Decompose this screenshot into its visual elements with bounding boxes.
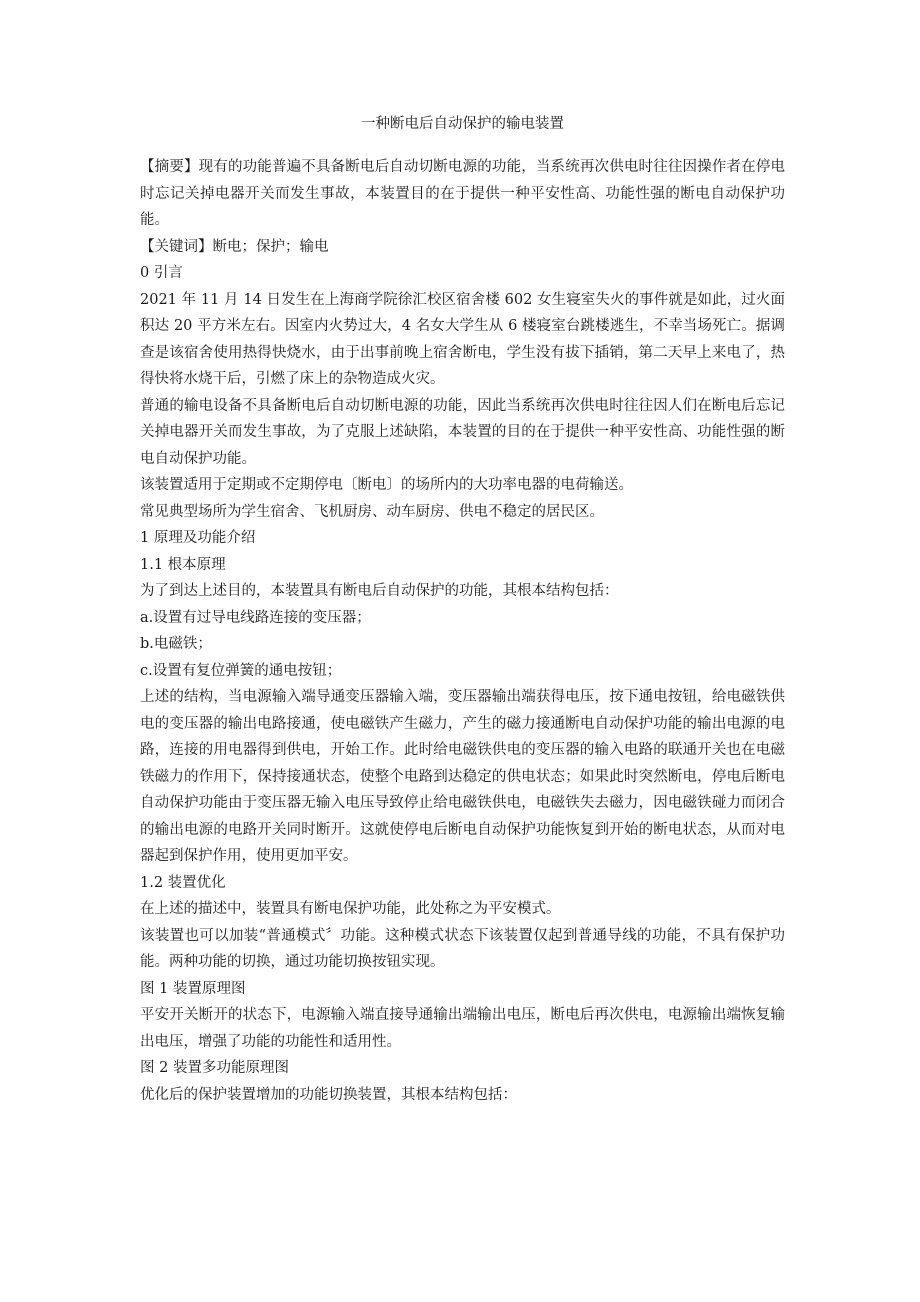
body-paragraph: 平安开关断开的状态下，电源输入端直接导通输出端输出电压，断电后再次供电，电源输出端恢复输出电压，增强了功能的功能性和适用性。 bbox=[140, 1007, 785, 1050]
body-paragraph: 2021 年 11 月 14 日发生在上海商学院徐汇校区宿舍楼 602 女生寝室失火的事件就是如此，过火面积达 20 平方米左右。因室内火势过大，4 名女大学生从 6 楼寝室台跳楼逃生，不幸当场死亡。据调查是该宿舍使用热得快烧水，由于出事前晚上宿舍断电，学生没有拔下插销，第二天早上来电了，热得快将水烧干后，引燃了床上的杂物造成火灾。 bbox=[140, 291, 785, 387]
body-paragraph: 在上述的描述中，装置具有断电保护功能，此处称之为平安模式。 bbox=[140, 901, 561, 917]
section-heading-introduction: 0 引言 bbox=[140, 265, 183, 281]
document-body bbox=[140, 154, 785, 1108]
body-paragraph: 普通的输电设备不具备断电后自动切断电源的功能，因此当系统再次供电时往往因人们在断电后忘记关掉电器开关而发生事故，为了克服上述缺陷，本装置的目的在于提供一种平安性高、功能性强的断电自动保护功能。 bbox=[140, 397, 785, 467]
document-title: 一种断电后自动保护的输电装置 bbox=[361, 116, 564, 132]
subsection-heading-optimization: 1.2 装置优化 bbox=[140, 874, 226, 891]
keywords-line: 【关键词】断电；保护；输电 bbox=[140, 238, 329, 255]
figure-caption: 图 2 装置多功能原理图 bbox=[140, 1060, 289, 1076]
abstract-paragraph: 【摘要】现有的功能普遍不具备断电后自动切断电源的功能，当系统再次供电时往往因操作者在停电时忘记关掉电器开关而发生事故，本装置目的在于提供一种平安性高、功能性强的断电自动保护功能。 bbox=[140, 159, 785, 228]
document-page bbox=[140, 112, 785, 1108]
body-paragraph: 该装置适用于定期或不定期停电〔断电〕的场所内的大功率电器的电荷输送。 bbox=[140, 477, 633, 493]
body-paragraph: 上述的结构，当电源输入端导通变压器输入端，变压器输出端获得电压，按下通电按钮，给电磁铁供电的变压器的输出电路接通，使电磁铁产生磁力，产生的磁力接通断电自动保护功能的输出电源的电路，连接的用电器得到供电，开始工作。此时给电磁铁供电的变压器的输入电路的联通开关也在电磁铁磁力的作用下，保持接通状态，使整个电路到达稳定的供电状态；如果此时突然断电，停电后断电自动保护功能由于变压器无输入电压导致停止给电磁铁供电，电磁铁失去磁力，因电磁铁碰力而闭合的输出电源的电路开关同时断开。这就使停电后断电自动保护功能恢复到开始的断电状态，从而对电器起到保护作用，使用更加平安。 bbox=[140, 689, 785, 864]
list-item: c.设置有复位弹簧的通电按钮； bbox=[140, 662, 342, 679]
body-paragraph: 优化后的保护装置增加的功能切换装置，其根本结构包括： bbox=[140, 1086, 517, 1103]
subsection-heading-basic-principle: 1.1 根本原理 bbox=[140, 556, 226, 573]
body-paragraph: 该装置也可以加装“普通模式〞功能。这种模式状态下该装置仅起到普通导线的功能，不具有保护功能。两种功能的切换，通过功能切换按钮实现。 bbox=[140, 927, 785, 970]
section-heading-principles: 1 原理及功能介绍 bbox=[140, 530, 256, 546]
list-item: a.设置有过导电线路连接的变压器； bbox=[140, 609, 371, 626]
list-item: b.电磁铁； bbox=[140, 636, 212, 652]
body-paragraph: 常见典型场所为学生宿舍、飞机厨房、动车厨房、供电不稳定的居民区。 bbox=[140, 503, 604, 520]
figure-caption: 图 1 装置原理图 bbox=[140, 980, 246, 997]
body-paragraph: 为了到达上述目的，本装置具有断电后自动保护的功能，其根本结构包括： bbox=[140, 583, 619, 599]
